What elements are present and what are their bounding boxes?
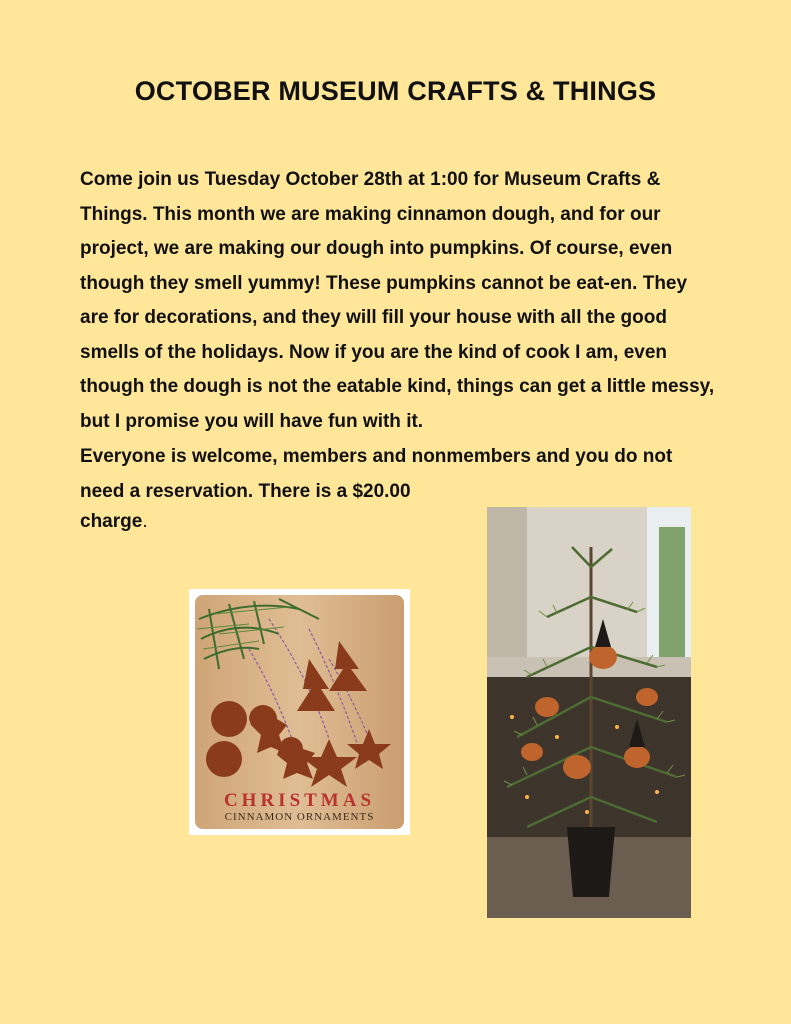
pumpkin-tree-photo [487,507,691,918]
charge-period: . [142,511,148,532]
cinnamon-ornaments-photo [189,589,410,835]
ornaments-subtitle: CINNAMON ORNAMENTS [224,811,375,823]
welcome-line-2: need a reservation. There is a $20.00 [80,480,411,502]
ornaments-title: CHRISTMAS [223,790,376,811]
pumpkin-tree-illustration [487,507,691,918]
intro-paragraph: Come join us Tuesday October 28th at 1:00 for Museum Crafts & Things. This month we are making cinnamon dough, and for our project, we are making our dough into pumpkins. Of course, even though they smell yummy! These pumpkins cannot be eat-en. They are for decorations, and they will fill your house with all the good smells of the holidays. Now if you are the kind of cook I am, even though the dough is not the eatable kind, things can get a little messy, but I promise you will have fun with it. [80,169,715,432]
page-title: OCTOBER MUSEUM CRAFTS & THINGS [134,76,657,106]
charge-text: charge [80,511,143,532]
welcome-line-1: Everyone is welcome, members and nonmembers and you do not [80,446,673,467]
welcome-paragraph [80,440,720,509]
charge-paragraph [80,505,280,540]
